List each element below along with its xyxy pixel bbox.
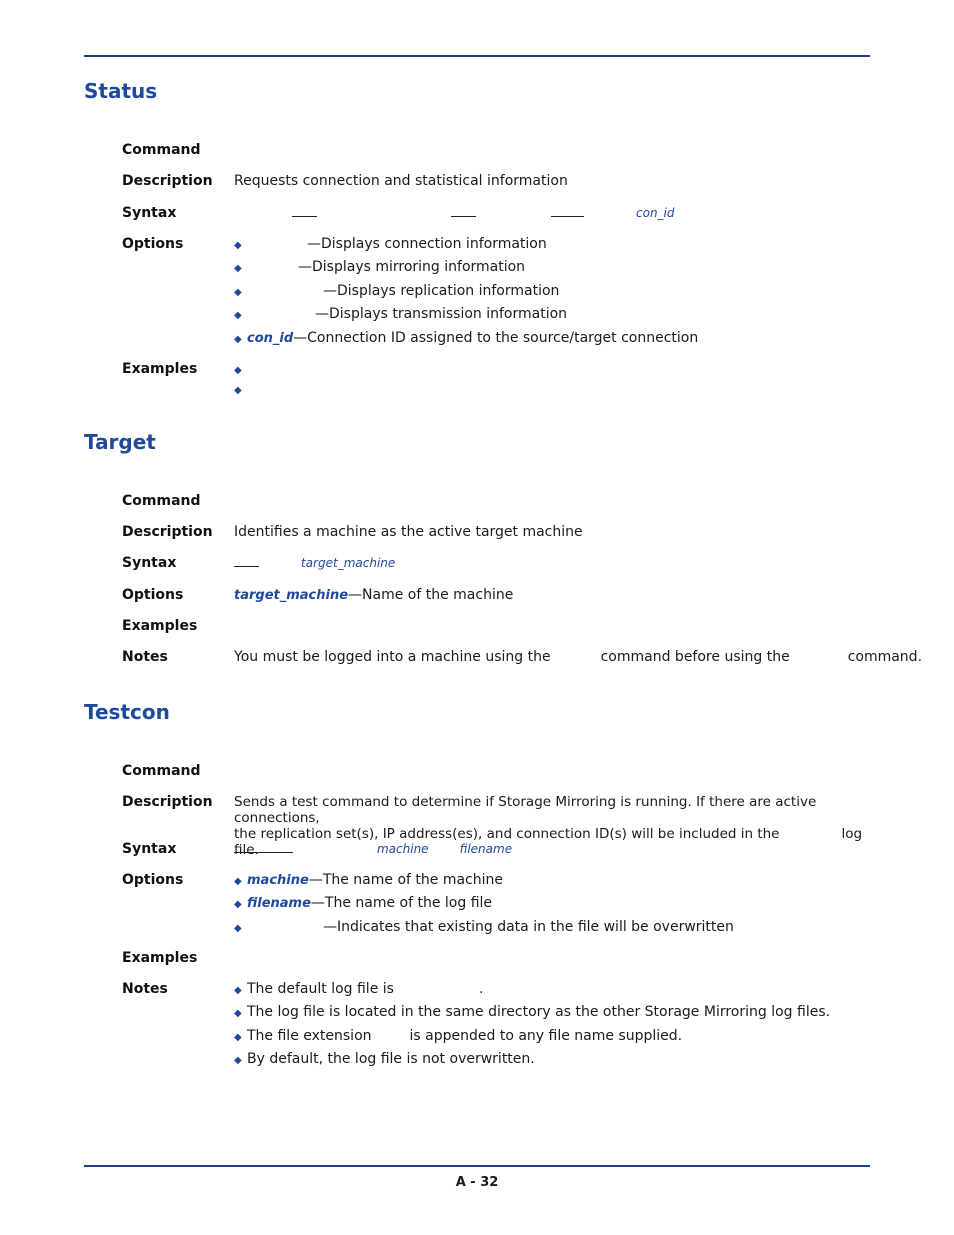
- notes-label: Notes: [122, 981, 168, 997]
- syntax-underline: [551, 206, 584, 217]
- command-label: Command: [122, 142, 201, 158]
- description-label: Description: [122, 173, 213, 189]
- list-item: ◆ —Indicates that existing data in the file will be overwritten: [234, 919, 734, 935]
- bullet-diamond-icon: ◆: [234, 1032, 242, 1043]
- options-label: Options: [122, 587, 184, 603]
- section-title-status: Status: [84, 79, 158, 103]
- bullet-diamond-icon: ◆: [234, 310, 242, 321]
- testcon-description: Sends a test command to determine if Storage Mirroring is running. If there are active connections, the replication set(s), IP address(es), and connection ID(s) will be included in the log file.: [234, 794, 863, 858]
- bullet-diamond-icon: ◆: [234, 287, 242, 298]
- syntax-label: Syntax: [122, 205, 177, 221]
- syntax-variable-filename: filename: [459, 842, 513, 856]
- bullet-diamond-icon: ◆: [234, 263, 242, 274]
- list-item: ◆ The log file is located in the same directory as the other Storage Mirroring log files.: [234, 1004, 831, 1020]
- list-item: ◆ —Displays replication information: [234, 283, 560, 299]
- list-item: ◆ —Displays mirroring information: [234, 259, 526, 275]
- syntax-underline: [292, 206, 317, 217]
- command-label: Command: [122, 763, 201, 779]
- bullet-diamond-icon: ◆: [234, 876, 242, 887]
- syntax-label: Syntax: [122, 841, 177, 857]
- list-item: ◆ machine—The name of the machine: [234, 872, 503, 888]
- bullet-diamond-icon: ◆: [234, 923, 242, 934]
- header-rule: [84, 55, 870, 57]
- list-item: [234, 381, 247, 397]
- bullet-diamond-icon: ◆: [234, 240, 242, 251]
- target-description: Identifies a machine as the active target machine: [234, 524, 583, 540]
- list-item: [234, 361, 247, 377]
- bullet-diamond-icon: ◆: [234, 365, 242, 376]
- notes-label: Notes: [122, 649, 168, 665]
- syntax-variable-con-id: con_id: [636, 206, 675, 220]
- section-title-testcon: Testcon: [84, 700, 170, 724]
- examples-label: Examples: [122, 361, 198, 377]
- section-title-target: Target: [84, 430, 156, 454]
- examples-label: Examples: [122, 618, 198, 634]
- options-label: Options: [122, 872, 184, 888]
- list-item: ◆ —Displays connection information: [234, 236, 547, 252]
- examples-label: Examples: [122, 950, 198, 966]
- target-option: target_machine—Name of the machine: [234, 587, 514, 603]
- list-item: ◆ The default log file is .: [234, 981, 484, 997]
- syntax-variable-target-machine: target_machine: [301, 556, 396, 570]
- command-label: Command: [122, 493, 201, 509]
- bullet-diamond-icon: ◆: [234, 1008, 242, 1019]
- syntax-variable-machine: machine: [377, 842, 429, 856]
- list-item: ◆ By default, the log file is not overwritten.: [234, 1051, 535, 1067]
- bullet-diamond-icon: ◆: [234, 985, 242, 996]
- description-label: Description: [122, 794, 213, 810]
- list-item: ◆ The file extension is appended to any file name supplied.: [234, 1028, 683, 1044]
- syntax-underline: [234, 842, 293, 853]
- target-syntax: [234, 555, 864, 571]
- status-description: Requests connection and statistical information: [234, 173, 568, 189]
- description-label: Description: [122, 524, 213, 540]
- list-item: ◆ con_id—Connection ID assigned to the source/target connection: [234, 330, 699, 346]
- footer-rule: [84, 1165, 870, 1167]
- options-label: Options: [122, 236, 184, 252]
- bullet-diamond-icon: ◆: [234, 899, 242, 910]
- page-number: A - 32: [455, 1175, 499, 1190]
- testcon-syntax: [234, 841, 864, 857]
- bullet-diamond-icon: ◆: [234, 385, 242, 396]
- status-syntax: [234, 205, 864, 221]
- syntax-label: Syntax: [122, 555, 177, 571]
- list-item: ◆ —Displays transmission information: [234, 306, 568, 322]
- syntax-underline: [234, 556, 259, 567]
- bullet-diamond-icon: ◆: [234, 334, 242, 345]
- bullet-diamond-icon: ◆: [234, 1055, 242, 1066]
- list-item: ◆ filename—The name of the log file: [234, 895, 493, 911]
- syntax-underline: [451, 206, 476, 217]
- target-notes: You must be logged into a machine using the command before using the command.: [234, 649, 923, 665]
